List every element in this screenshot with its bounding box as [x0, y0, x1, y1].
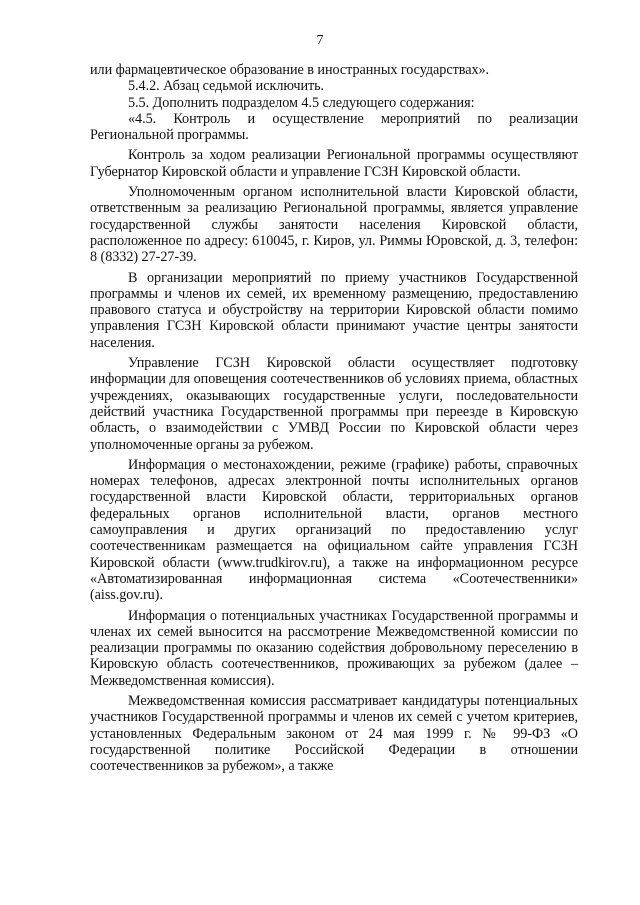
paragraph-5-5: 5.5. Дополнить подразделом 4.5 следующего содержания:	[128, 94, 475, 111]
paragraph-authorized-body: Уполномоченным органом исполнительной власти Кировской области, ответственным за реализацию Региональной программы, является управление государственной службы занятости населения Кировской области, расположенное по адресу: 610045, г. Киров, ул. Риммы Юровской, д. 3, телефон: 8 (8332) 27-27-39.	[90, 184, 578, 266]
paragraph-potential-participants: Информация о потенциальных участниках Государственной программы и членах их семей выносится на рассмотрение Межведомственной комиссии по реализации программы по оказанию содействия добровольному переселению в Кировскую область соотечественников, проживающих за рубежом (далее – Межведомственная комиссия).	[90, 607, 578, 689]
paragraph-information-preparation: Управление ГСЗН Кировской области осуществляет подготовку информации для оповещения соотечественников об условиях приема, областных учреждениях, оказывающих государственные услуги, последовательности действий участника Государственной программы при переезде в Кировскую область, о взаимодействии с УМВД России по Кировской области через уполномоченные органы за рубежом.	[90, 355, 578, 453]
section-heading-4-5: «4.5. Контроль и осуществление мероприятий по реализации Региональной программы.	[90, 110, 578, 144]
page-number: 7	[316, 33, 324, 48]
paragraph-5-4-2: 5.4.2. Абзац седьмой исключить.	[128, 78, 325, 95]
paragraph-commission-review: Межведомственная комиссия рассматривает кандидатуры потенциальных участников Государственной программы и членов их семей с учетом критериев, установленных Федеральным законом от 24 мая 1999 г. № 99-ФЗ «О государственной политике Российской Федерации в отношении соотечественников за рубежом», а также	[90, 692, 578, 775]
paragraph-continuation: или фармацевтическое образование в иностранных государствах».	[90, 62, 490, 78]
paragraph-control: Контроль за ходом реализации Региональной программы осуществляют Губернатор Кировской области и управление ГСЗН Кировской области.	[90, 147, 578, 180]
paragraph-reception-measures: В организации мероприятий по приему участников Государственной программы и членов их семей, их временному размещению, предоставлению правового статуса и обустройству на территории Кировской области помимо управления ГСЗН Кировской области принимают участие центры занятости населения.	[90, 269, 578, 351]
paragraph-contact-information: Информация о местонахождении, режиме (графике) работы, справочных номерах телефонов, адресах электронной почты исполнительных органов государственной власти Кировской области, территориальных органов федеральных органов исполнительной власти, органов местного самоуправления и других организаций по предоставлению услуг соотечественникам размещается на официальном сайте управления ГСЗН Кировской области (www.trudkirov.ru), а также на информационном ресурсе «Автоматизированная информационная система «Соотечественники» (aiss.gov.ru).	[90, 456, 578, 604]
document-body	[90, 62, 578, 774]
